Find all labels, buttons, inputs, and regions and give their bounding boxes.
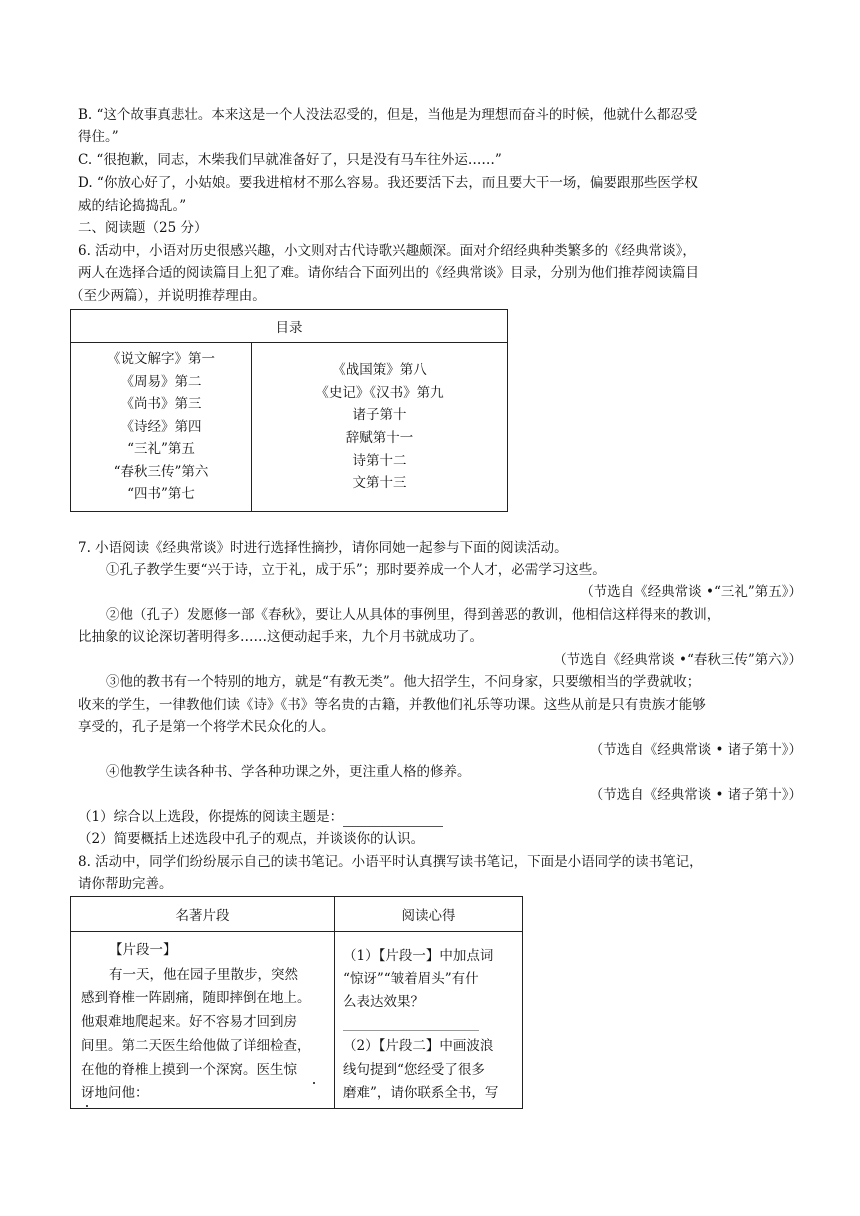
notes-cell	[335, 932, 523, 1109]
fragment-line: 有一天，他在园子里散步，突然	[109, 967, 298, 983]
q7-source-4: （节选自《经典常谈 • 诸子第十》）	[589, 787, 802, 803]
q7-source-3: （节选自《经典常谈 • 诸子第十》）	[589, 742, 802, 758]
note2-line: 线句提到“您经受了很多	[343, 1062, 485, 1078]
toc-item: 诸子第十	[352, 407, 407, 424]
note1-line: （1）【片段一】中加点词	[343, 948, 494, 964]
option-c: C. “很抱歉，同志，木柴我们早就准备好了，只是没有马车往外运……”	[78, 152, 502, 168]
fragment-line: 讶地问他：	[81, 1085, 149, 1101]
fragment-line: 间里。第二天医生给他做了详细检查，	[81, 1038, 311, 1054]
q8-line2: 请你帮助完善。	[78, 876, 173, 892]
toc-item: “四书”第七	[127, 486, 195, 503]
toc-item: “春秋三传”第六	[113, 463, 209, 480]
q7-passage-3-line3: 享受的，孔子是第一个将学术民众化的人。	[78, 719, 335, 735]
q7-passage-3-line2: 收来的学生，一律教他们读《诗》《书》等名贵的古籍，并教他们礼乐等功课。这些从前是只有贵族才能够	[78, 697, 706, 713]
option-b-line2: 得住。”	[78, 129, 119, 145]
q6-line3: （至少两篇），并说明推荐理由。	[70, 288, 266, 304]
toc-item: 《尚书》第三	[120, 396, 202, 413]
q7-sub1-text: （1）综合以上选段，你提炼的阅读主题是：	[78, 809, 344, 825]
option-d-line1: D. “你放心好了，小姑娘。要我进棺材不那么容易。我还要活下去，而且要大干一场，偏要跟那些医学权	[78, 175, 698, 191]
toc-item: 诗第十二	[352, 452, 407, 469]
q7-source-1: （节选自《经典常谈 •“三礼”第五》）	[580, 584, 802, 600]
fragment-cell	[71, 932, 335, 1109]
toc-item: 《说文解字》第一	[107, 350, 215, 367]
emphasis-dot	[86, 1105, 88, 1107]
q7-sub1	[78, 807, 443, 827]
toc-item: 辞赋第十一	[345, 430, 414, 446]
q6-line2: 两人在选择合适的阅读篇目上犯了难。请你结合下面列出的《经典常谈》目录，分别为他们推荐阅读篇目	[78, 265, 699, 281]
note1-line: 么表达效果？	[343, 994, 424, 1010]
toc-title: 目录	[71, 310, 508, 343]
toc-right-column	[252, 343, 508, 512]
fragment-line: 在他的脊椎上摸到一个深窝。医生惊	[81, 1062, 297, 1078]
section-title: 二、阅读题（25 分）	[78, 220, 208, 236]
emphasis-dot	[313, 1082, 315, 1084]
fragment-line: 他艰难地爬起来。好不容易才回到房	[81, 1014, 297, 1030]
fragment-line: 感到脊椎一阵剧痛，随即摔倒在地上。	[81, 990, 311, 1006]
q7-passage-2-line2: 比抽象的议论深切著明得多……这便动起手来，九个月书就成功了。	[78, 629, 483, 645]
q6-line1: 6. 活动中，小语对历史很感兴趣，小文则对古代诗歌兴趣颇深。面对介绍经典种类繁多的《经典常谈》，	[78, 243, 696, 259]
toc-item: 《战国策》第八	[332, 362, 427, 379]
toc-left-column	[71, 343, 252, 512]
toc-table	[70, 309, 508, 512]
toc-item: “三礼”第五	[127, 441, 195, 458]
q7-passage-1: ①孔子教学生要“兴于诗，立于礼，成于乐”；那时要养成一个人才，必需学习这些。	[106, 562, 606, 578]
col-header-fragments: 名著片段	[71, 897, 335, 932]
toc-item: 《史记》《汉书》第九	[315, 384, 444, 401]
q8-line1: 8. 活动中，同学们纷纷展示自己的读书笔记。小语平时认真撰写读书笔记，下面是小语同学的读书笔记，	[78, 854, 703, 870]
q7-intro: 7. 小语阅读《经典常谈》时进行选择性摘抄，请你同她一起参与下面的阅读活动。	[78, 540, 568, 556]
q7-sub2: （2）简要概括上述选段中孔子的观点，并谈谈你的认识。	[78, 831, 425, 847]
answer-blank[interactable]	[343, 812, 443, 827]
col-header-notes: 阅读心得	[335, 897, 523, 932]
q7-passage-3-line1: ③他的教书有一个特别的地方，就是“有教无类”。他大招学生，不问身家，只要缴相当的学费就收；	[106, 674, 701, 690]
toc-item: 《诗经》第四	[120, 418, 202, 435]
note1-line: “惊讶”“皱着眉头”有什	[343, 971, 479, 987]
reading-notes-table	[70, 896, 523, 1109]
toc-item: 文第十三	[352, 475, 407, 492]
note2-line: 磨难”，请你联系全书，写	[343, 1085, 499, 1101]
note2-line: （2）【片段二】中画波浪	[343, 1038, 494, 1054]
fragment-label: 【片段一】	[109, 942, 177, 958]
q7-passage-4: ④他教学生读各种书、学各种功课之外，更注重人格的修养。	[106, 764, 471, 780]
answer-line[interactable]	[343, 1030, 479, 1031]
option-b-line1: B. “这个故事真悲壮。本来这是一个人没法忍受的，但是，当他是为理想而奋斗的时候，他就什么都忍受	[78, 107, 698, 123]
option-d-line2: 威的结论捣捣乱。”	[78, 198, 187, 214]
q7-source-2: （节选自《经典常谈 •“春秋三传”第六》）	[553, 652, 802, 668]
toc-item: 《周易》第二	[120, 373, 202, 390]
q7-passage-2-line1: ②他（孔子）发愿修一部《春秋》，要让人从具体的事例里，得到善恶的教训，他相信这样得来的教训，	[106, 607, 721, 623]
